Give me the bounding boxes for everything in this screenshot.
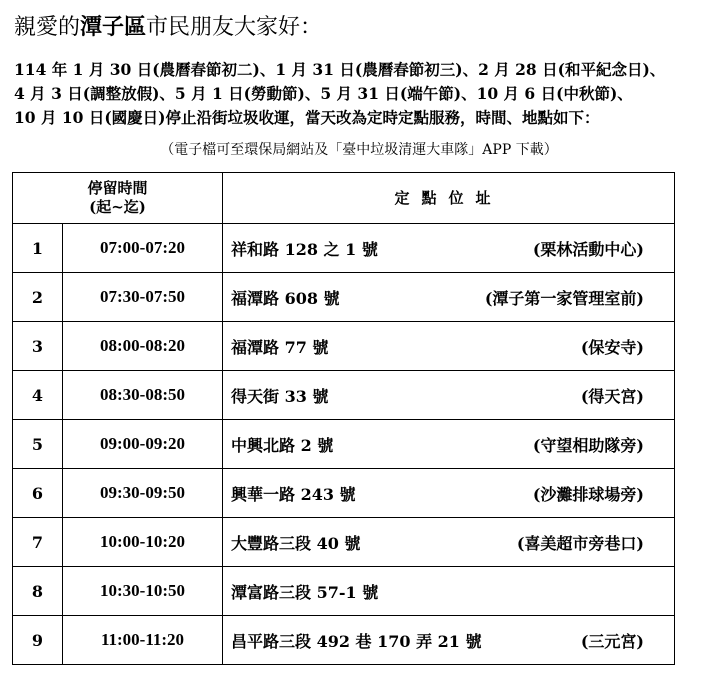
row-time: 08:00-08:20	[63, 322, 223, 371]
table-row	[13, 567, 675, 616]
row-address: 祥和路 128 之 1 號	[231, 239, 378, 259]
greeting-heading	[14, 12, 714, 43]
row-address: 興華一路 243 號	[231, 484, 356, 504]
holiday-notice	[14, 58, 714, 130]
table-row	[13, 322, 675, 371]
row-landmark: (守望相助隊旁)	[532, 435, 645, 455]
row-time: 11:00-11:20	[63, 616, 223, 665]
greeting-suffix: 市民朋友大家好：	[146, 15, 323, 40]
table-header-row	[13, 173, 675, 224]
row-address: 潭富路三段 57-1 號	[231, 582, 379, 602]
row-landmark: (保安寺)	[580, 337, 645, 357]
table-row	[13, 469, 675, 518]
row-number: 9	[13, 616, 63, 665]
row-number: 2	[13, 273, 63, 322]
row-number: 8	[13, 567, 63, 616]
row-landmark: (喜美超市旁巷口)	[516, 533, 645, 553]
header-time-line1: 停留時間	[87, 179, 148, 197]
table-row	[13, 371, 675, 420]
greeting-prefix: 親愛的	[14, 15, 81, 40]
row-location	[223, 616, 675, 665]
row-location	[223, 224, 675, 273]
row-landmark: (沙灘排球場旁)	[532, 484, 645, 504]
notice-line-1: 114 年 1 月 30 日(農曆春節初二)、1 月 31 日(農曆春節初三)、2 月 28 日(和平紀念日)、	[14, 60, 666, 79]
row-landmark: (栗林活動中心)	[532, 239, 645, 259]
row-time: 07:30-07:50	[63, 273, 223, 322]
notice-line-2: 4 月 3 日(調整放假)、5 月 1 日(勞動節)、5 月 31 日(端午節)、10 月 6 日(中秋節)、	[14, 84, 633, 103]
header-time-line2: (起~迄)	[89, 198, 146, 216]
row-location	[223, 371, 675, 420]
row-landmark: (潭子第一家管理室前)	[484, 288, 645, 308]
table-row	[13, 518, 675, 567]
table-row	[13, 420, 675, 469]
row-time: 10:00-10:20	[63, 518, 223, 567]
header-location	[223, 173, 675, 224]
row-landmark: (三元宮)	[580, 631, 645, 651]
row-location	[223, 273, 675, 322]
row-number: 7	[13, 518, 63, 567]
row-number: 6	[13, 469, 63, 518]
table-row	[13, 224, 675, 273]
row-address: 福潭路 77 號	[231, 337, 329, 357]
district-name: 潭子區	[80, 14, 147, 40]
row-number: 4	[13, 371, 63, 420]
row-address: 得天街 33 號	[231, 386, 329, 406]
row-landmark: (得天宮)	[580, 386, 645, 406]
row-location	[223, 322, 675, 371]
download-note: （電子檔可至環保局網站及「臺中垃圾清運大車隊」APP 下載）	[160, 142, 558, 158]
row-address: 中興北路 2 號	[231, 435, 334, 455]
row-time: 10:30-10:50	[63, 567, 223, 616]
row-location	[223, 518, 675, 567]
row-number: 5	[13, 420, 63, 469]
row-time: 09:30-09:50	[63, 469, 223, 518]
row-address: 大豐路三段 40 號	[231, 533, 361, 553]
row-address: 昌平路三段 492 巷 170 弄 21 號	[231, 631, 482, 651]
row-time: 07:00-07:20	[63, 224, 223, 273]
notice-line-3: 10 月 10 日(國慶日)停止沿街垃圾收運，當天改為定時定點服務，時間、地點如下：	[14, 108, 600, 127]
row-number: 1	[13, 224, 63, 273]
header-location-label: 定點位址	[394, 188, 503, 207]
row-location	[223, 420, 675, 469]
row-time: 08:30-08:50	[63, 371, 223, 420]
schedule-table	[12, 172, 675, 665]
row-location	[223, 469, 675, 518]
row-time: 09:00-09:20	[63, 420, 223, 469]
table-row	[13, 616, 675, 665]
row-number: 3	[13, 322, 63, 371]
table-row	[13, 273, 675, 322]
row-address: 福潭路 608 號	[231, 288, 340, 308]
header-time	[13, 173, 223, 224]
row-location	[223, 567, 675, 616]
